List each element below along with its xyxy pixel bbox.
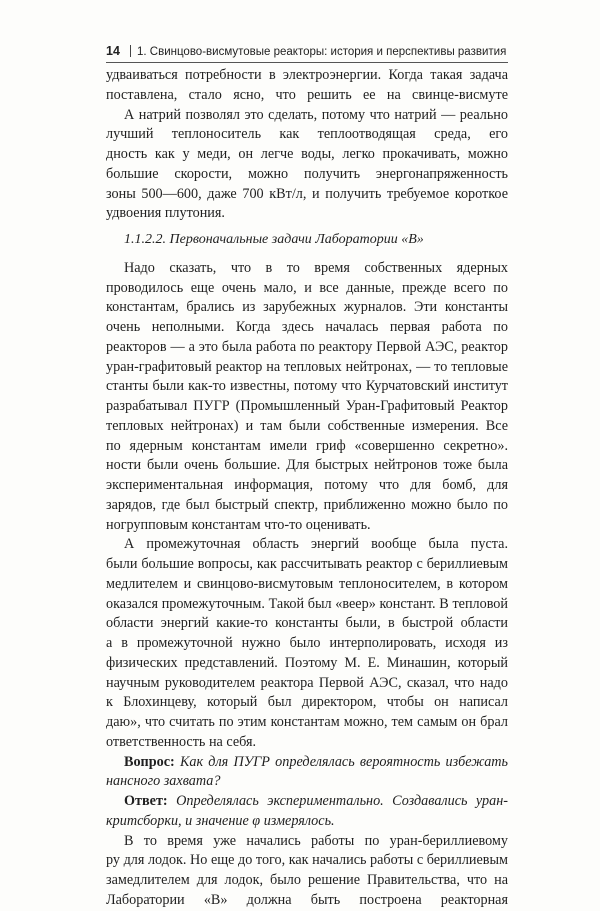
answer-label: Ответ: [124,793,168,809]
text-line: А натрий позволял это сделать, потому что натрий — реально [124,106,508,123]
header-separator [130,45,131,57]
text-line: физических представлений. Поэтому М. Е. Минашин, который [106,654,508,671]
text-line: лучший теплоноситель как теплоотводящая среда, его [106,126,508,143]
text-line: реакторов — а это была работа по реактору Первой АЭС, реактор [106,338,508,355]
text-line: к Блохинцеву, который был директором, чтобы он написал [106,694,508,711]
paragraph [106,66,508,224]
text-line: Лаборатории «В» должна быть построена реакторная [106,891,508,908]
question-text: нансного захвата? [106,773,221,790]
text-line: константам, брались из зарубежных журналов. Эти константы [106,299,508,316]
text-line: очень неполными. Когда здесь началась первая работа по [106,319,508,335]
text-line: удвоения плутония. [106,205,225,222]
text-line: зоны 500—600, даже 700 кВт/л, и получить требуемое короткое [106,185,508,202]
running-head [106,42,508,60]
text-line: медлителем и свинцово-висмутовым теплоносителем, в котором [106,575,508,592]
text-line: по ядерным константам имели гриф «совершенно секретно». [106,437,508,454]
text-line: оказался промежуточным. Такой был «веер» констант. В тепловой [106,595,508,612]
page-number: 14 [106,44,120,58]
answer-text: критсборки, и значение φ измерялось. [106,812,335,829]
text-line: А промежуточная область энергий вообще была пуста. [124,536,508,553]
text-line: станты были как-то известны, потому что Курчатовский институт [106,378,508,395]
text-line: поставлена, стало ясно, что решить ее на свинце-висмуте [106,86,508,103]
text-line: замедлителем для лодок, было решение Правительства, что на [106,872,508,888]
text-line: уран-графитовый реактор на тепловых нейтронах, — то тепловые [106,358,508,375]
paragraph [106,832,508,911]
text-line: разрабатывал ПУГР (Промышленный Уран-Графитовый Реактор [106,398,508,414]
text-line: научным руководителем реактора Первой АЭС, сказал, что надо [106,674,508,691]
text-line: а в промежуточной нужно было интерполировать, исходя из [106,635,508,651]
header-rule [106,62,508,63]
text-line: ногрупповым константам что-то оценивать. [106,516,371,533]
text-line: даю», что считать по этим константам можно, тем самым он брал [106,714,508,730]
answer-block [106,792,508,832]
section-subheading: 1.1.2.2. Первоначальные задачи Лаборатории «В» [124,232,424,247]
text-line: области энергий какие-то константы были, в быстрой области [106,615,508,632]
paragraph [106,535,508,752]
text-line: В то время уже начались работы по уран-бериллиевому [124,832,508,849]
text-line: Надо сказать, что в то время собственных ядерных [124,259,508,276]
text-line: большие скорости, можно получить энергонапряженность [106,165,508,182]
text-line [106,753,508,773]
text-line: ности были очень большие. Для быстрых нейтронов тоже была [106,457,508,474]
text-line: зарядов, где был быстрый спектр, приближенно можно было по [106,496,508,513]
text-line [106,792,508,812]
question-block [106,753,508,793]
text-line: ру для лодок. Но еще до того, как начались работы с бериллиевым [106,852,508,869]
text-line: удваиваться потребности в электроэнергии. Когда такая задача [106,67,508,83]
text-line: экспериментальная информация, потому что для бомб, для [106,477,508,493]
answer-text: Определялась экспериментально. Создавались уран- [176,793,508,809]
text-line: дность как у меди, он легче воды, легко прокачивать, можно [106,146,508,162]
chapter-title: 1. Свинцово-висмутовые реакторы: история и перспективы развития [137,46,507,58]
question-label: Вопрос: [124,753,175,770]
question-text: Как для ПУГР определялась вероятность избежать [179,753,508,770]
text-line: были большие вопросы, как рассчитывать реактор с бериллиевым [106,556,508,572]
text-line: тепловых нейтронах) и там были собственные измерения. Все [106,417,508,434]
body-text [106,66,508,911]
paragraph [106,259,508,536]
text-line: проводилось еще очень мало, и все данные, прежде всего по [106,279,508,296]
text-line: ответственность на себя. [106,733,257,750]
